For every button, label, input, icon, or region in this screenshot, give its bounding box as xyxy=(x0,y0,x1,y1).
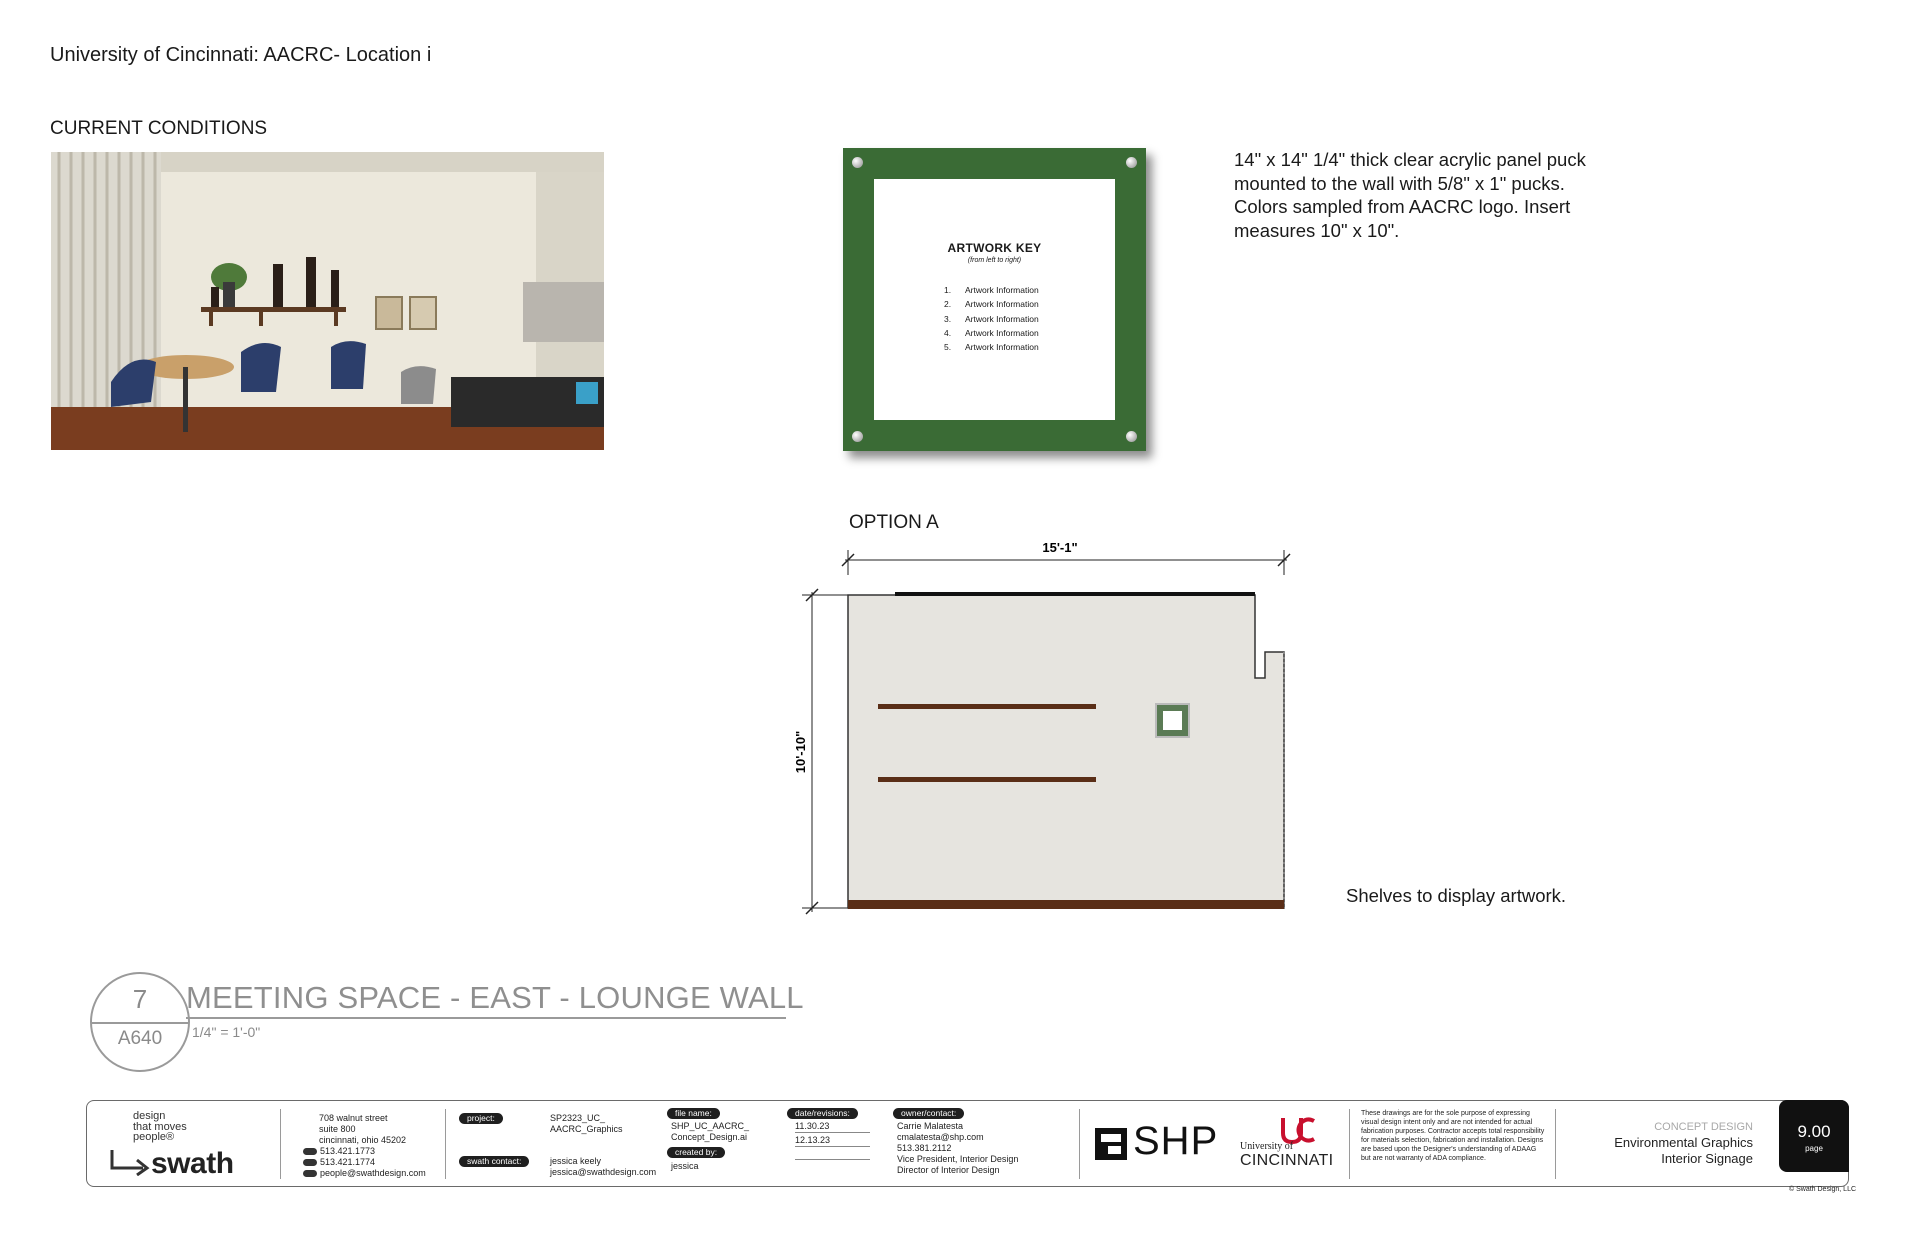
project-value: SP2323_UC_ AACRC_Graphics xyxy=(550,1113,623,1134)
file-name-value: SHP_UC_AACRC_ Concept_Design.ai xyxy=(671,1121,750,1142)
phone-icon xyxy=(303,1148,317,1155)
page-number-box xyxy=(1779,1100,1849,1172)
created-by-value: jessica xyxy=(671,1161,699,1171)
current-conditions-photo xyxy=(51,152,604,450)
swath-contact-value: jessica keely jessica@swathdesign.com xyxy=(550,1156,657,1177)
drawing-number: 7 xyxy=(132,984,148,1014)
sign-subtitle: (from left to right) xyxy=(967,257,1022,264)
drawing-title: MEETING SPACE - EAST - LOUNGE WALL xyxy=(186,980,804,1015)
fax-icon xyxy=(303,1159,317,1166)
sign-insert xyxy=(874,179,1115,420)
swath-tagline: design that moves people® xyxy=(133,1110,187,1143)
list-item: 1. Artwork Information xyxy=(944,285,1039,295)
sign-title: ARTWORK KEY xyxy=(947,241,1042,255)
title-underline xyxy=(186,1017,786,1019)
puck-icon xyxy=(1126,157,1137,168)
shelf-lower xyxy=(878,777,1096,782)
discipline: Environmental Graphics xyxy=(1614,1135,1753,1150)
sign-list xyxy=(944,283,1039,354)
sheet-number: A640 xyxy=(117,1028,163,1049)
phase-label: CONCEPT DESIGN xyxy=(1654,1121,1753,1133)
option-label: OPTION A xyxy=(849,512,939,533)
created-by-label: created by: xyxy=(667,1147,725,1158)
address: 708 walnut street suite 800 cincinnati, ohio 45202 xyxy=(319,1113,407,1145)
page-label: page xyxy=(1805,1144,1823,1153)
swath-logo: swath xyxy=(151,1147,234,1180)
puck-icon xyxy=(852,157,863,168)
artwork-key-sign xyxy=(843,148,1146,451)
date-2: 12.13.23 xyxy=(795,1135,870,1147)
shp-logo: SHP xyxy=(1133,1119,1219,1163)
drawing-reference-bubble xyxy=(90,972,190,1072)
list-item: 5. Artwork Information xyxy=(944,342,1039,353)
owner-label: owner/contact: xyxy=(893,1108,964,1119)
owner-value: Carrie Malatesta cmalatesta@shp.com 513.381.2112 Vice President, Interior Design Director of Interior Design xyxy=(897,1121,1019,1175)
uc-logo-small: University of xyxy=(1240,1141,1294,1152)
shelf-upper xyxy=(878,704,1096,709)
page-number: 9.00 xyxy=(1797,1122,1831,1141)
puck-icon xyxy=(852,431,863,442)
file-name-label: file name: xyxy=(667,1108,720,1119)
date-label: date/revisions: xyxy=(787,1108,858,1119)
disclaimer: These drawings are for the sole purpose of expressing visual design intent only and are not intended for actual fabrication purposes. Contractor accepts total responsibility for materials selection, fabrication and installation. Designs are based upon the Designer's understanding of ADAAG but are not warranty of ADA compliance. xyxy=(1361,1110,1545,1162)
width-dimension: 15'-1" xyxy=(1042,540,1078,555)
sign-description: 14" x 14" 1/4" thick clear acrylic panel puck mounted to the wall with 5/8" x 1" pucks. Colors sampled from AACRC logo. Insert measures 10" x 10". xyxy=(1234,149,1586,241)
shelves-note: Shelves to display artwork. xyxy=(1346,885,1567,906)
list-item: 2. Artwork Information xyxy=(944,299,1039,310)
height-dimension: 10'-10" xyxy=(793,730,808,774)
uc-logo: CINCINNATI xyxy=(1240,1152,1334,1169)
copyright: © Swath Design, LLC xyxy=(1789,1186,1857,1193)
drawing-scale: 1/4" = 1'-0" xyxy=(192,1024,261,1040)
current-conditions-label: CURRENT CONDITIONS xyxy=(50,118,268,139)
subdiscipline: Interior Signage xyxy=(1661,1151,1753,1166)
list-item: 4. Artwork Information xyxy=(944,327,1039,338)
puck-icon xyxy=(1126,431,1137,442)
date-blank xyxy=(795,1149,870,1160)
project-label: project: xyxy=(459,1113,503,1124)
swath-arrow-icon xyxy=(109,1148,151,1176)
page-title: University of Cincinnati: AACRC- Location i xyxy=(50,44,432,66)
email-icon xyxy=(303,1170,317,1177)
swath-contact-label: swath contact: xyxy=(459,1156,529,1167)
contact-phones: 513.421.1773 513.421.1774 people@swathdesign.com xyxy=(303,1146,426,1179)
list-item: 3. Artwork Information xyxy=(944,313,1039,324)
date-1: 11.30.23 xyxy=(795,1121,870,1133)
title-block xyxy=(86,1100,1849,1187)
shp-mark-icon xyxy=(1095,1128,1127,1160)
wall-elevation xyxy=(790,540,1310,925)
